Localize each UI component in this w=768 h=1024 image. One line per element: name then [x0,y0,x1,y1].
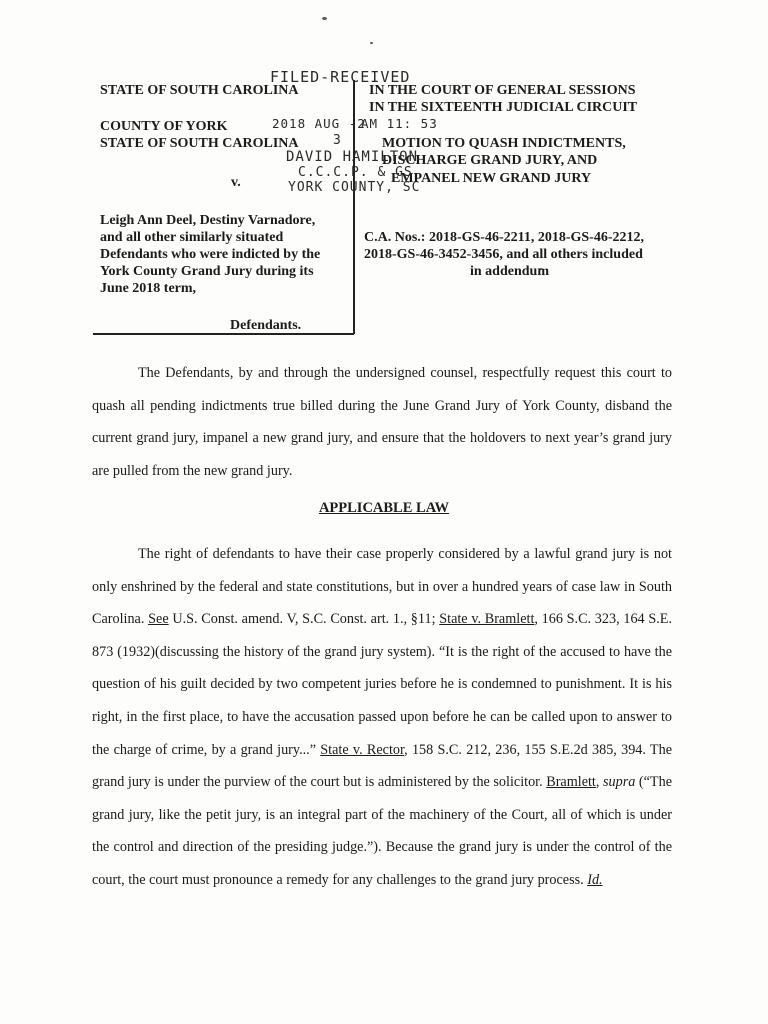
intro-text: The Defendants, by and through the undersigned counsel, respectfully request this court to quash all pending indictments true billed during the June Grand Jury of York County, disband the current grand jury, impanel a new grand jury, and ensure that the holdovers to next year’s grand jury are pulled from the new grand jury. [92,365,672,479]
motion-title-line: EMPANEL NEW GRAND JURY [391,171,592,186]
court-line: IN THE COURT OF GENERAL SESSIONS [369,83,636,98]
law-paragraph [92,538,672,897]
caption-versus: v. [231,175,241,190]
stamp-county: YORK COUNTY, SC [288,180,421,195]
defendants-line: and all other similarly situated [100,230,284,245]
stamp-date: 2018 AUG -2 [272,116,366,131]
citation-signal-see: See [148,611,169,628]
defendants-line: York County Grand Jury during its [100,264,314,279]
court-line: IN THE SIXTEENTH JUDICIAL CIRCUIT [369,100,638,115]
case-numbers-line: in addendum [470,264,549,279]
stamp-filed-received: FILED-RECEIVED [270,68,411,86]
stamp-mark: 3 [333,133,342,148]
law-text-part: U.S. Const. amend. V, S.C. Const. art. 1., §11; [168,611,440,628]
citation-supra: supra [603,774,636,791]
citation-id: Id. [587,871,603,888]
stamp-clerk-name: DAVID HAMILTON [286,149,419,165]
case-numbers-line: 2018-GS-46-3452-3456, and all others included [364,247,643,262]
case-citation-bramlett: State v. Bramlett [439,611,535,628]
caption-state-party: STATE OF SOUTH CAROLINA [100,136,299,151]
scan-speck [322,17,327,20]
law-text [92,538,672,897]
law-text-part: (“The grand jury, like the petit jury, is an integral part of the machinery of the Court, all of which is under the control and direction of the presiding judge.”). Because the grand jury is under the control of the court, the court must pronounce a remedy for any challenges to the grand jury process. [92,774,672,888]
intro-paragraph [92,357,672,487]
law-text-part: , 166 S.C. 323, 164 S.E. 873 (1932)(discussing the history of the grand jury system). “It is the right of the accused to have the question of his guilt decided by two competent juries before he is condemned to punishment. It is his right, in the first place, to have the accusation passed upon before he can be called upon to answer to the charge of crime, by a grand jury...” [92,611,672,758]
case-numbers-line: C.A. Nos.: 2018-GS-46-2211, 2018-GS-46-2212, [364,230,644,245]
law-text-part: , 158 S.C. 212, 236, 155 S.E.2d 385, 394. The grand jury is under the purview of the court but is administered by the solicitor. [92,741,672,791]
defendants-line: June 2018 term, [100,281,197,296]
case-citation-rector: State v. Rector [320,741,405,758]
caption-bottom-rule [93,333,354,335]
stamp-clerk-title: C.C.C.P. & GS [298,165,413,180]
case-citation-bramlett-short: Bramlett [546,774,596,791]
defendants-label: Defendants. [230,318,302,333]
defendants-line: Leigh Ann Deel, Destiny Varnadore, [100,213,316,228]
section-heading: APPLICABLE LAW [318,500,450,516]
stamp-time: AM 11: 53 [361,116,438,131]
motion-title-line: MOTION TO QUASH INDICTMENTS, [382,136,626,151]
caption-county: COUNTY OF YORK [100,119,228,134]
motion-title-line: DISCHARGE GRAND JURY, AND [382,153,598,168]
defendants-line: Defendants who were indicted by the [100,247,321,262]
law-text-part: The right of defendants to have their case properly considered by a lawful grand jury is not only enshrined by the federal and state constitutions, but in over a hundred years of case law in South Carolina. [92,546,672,628]
law-text-part: , [595,774,604,791]
scan-speck [370,42,373,44]
caption-state-left: STATE OF SOUTH CAROLINA [100,83,299,98]
